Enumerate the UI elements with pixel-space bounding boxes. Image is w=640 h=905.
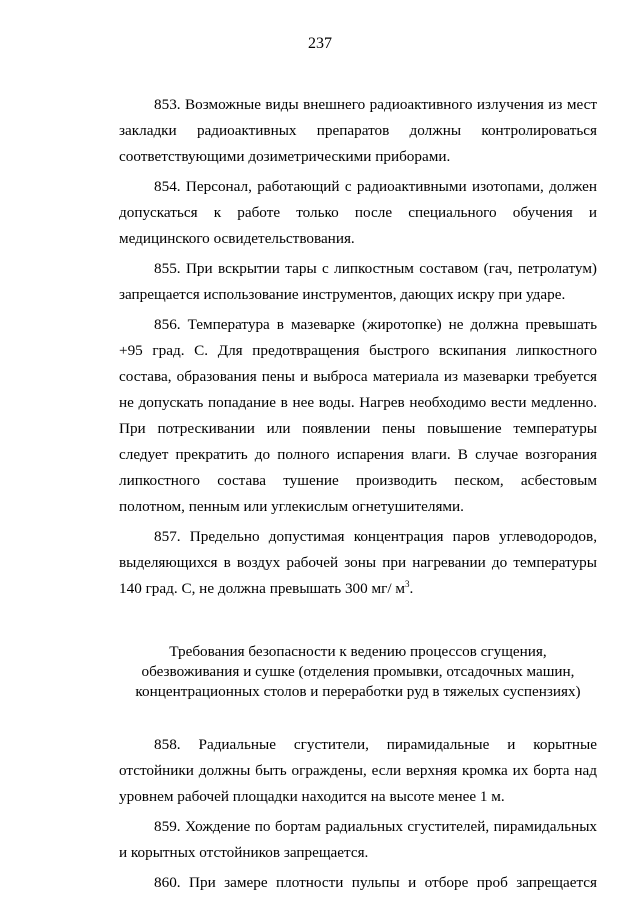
paragraph-858: 858. Радиальные сгустители, пирамидальные и корытные отстойники должны быть ограждены, если верхняя кромка их борта над уровнем рабочей площадки находится на высоте менее 1 м. (119, 736, 597, 805)
section-heading (119, 642, 597, 702)
paragraph-860: 860. При замере плотности пульпы и отборе проб запрещается (154, 874, 597, 891)
heading-line: Требования безопасности к ведению процессов сгущения, (169, 643, 547, 660)
heading-line: концентрационных столов и переработки руд в тяжелых суспензиях) (135, 683, 581, 700)
paragraph-857-text: 857. Предельно допустимая концентрация паров углеводородов, выделяющихся в воздух рабочей зоны при нагревании до температуры 140 град. С, не должна превышать 300 мг/ м (119, 528, 597, 597)
paragraph-854: 854. Персонал, работающий с радиоактивными изотопами, должен допускаться к работе только после специального обучения и медицинского освидетельствования. (119, 178, 597, 247)
paragraph-853: 853. Возможные виды внешнего радиоактивного излучения из мест закладки радиоактивных препаратов должны контролироваться соответствующими дозиметрическими приборами. (119, 96, 597, 165)
paragraph-855: 855. При вскрытии тары с липкостным составом (гач, петролатум) запрещается использование инструментов, дающих искру при ударе. (119, 260, 597, 303)
document-body (119, 92, 597, 900)
page-number: 237 (308, 35, 332, 52)
paragraph-857-end: . (409, 580, 414, 597)
superscript-3: 3 (405, 578, 410, 589)
paragraph-859: 859. Хождение по бортам радиальных сгустителей, пирамидальных и корытных отстойников запрещается. (119, 818, 597, 861)
paragraph-857 (119, 524, 597, 602)
paragraph-856: 856. Температура в мазеварке (жиротопке) не должна превышать +95 град. С. Для предотвращения быстрого вскипания липкостного состава, образования пены и выброса материала из мазеварки требуется не допускать попадание в нее воды. Нагрев необходимо вести медленно. При потрескивании или появлении пены повышение температуры следует прекратить до полного испарения влаги. В случае возгорания липкостного состава тушение производить песком, асбестовым полотном, пенным или углекислым огнетушителями. (119, 316, 597, 515)
heading-line: обезвоживания и сушке (отделения промывки, отсадочных машин, (141, 663, 575, 680)
